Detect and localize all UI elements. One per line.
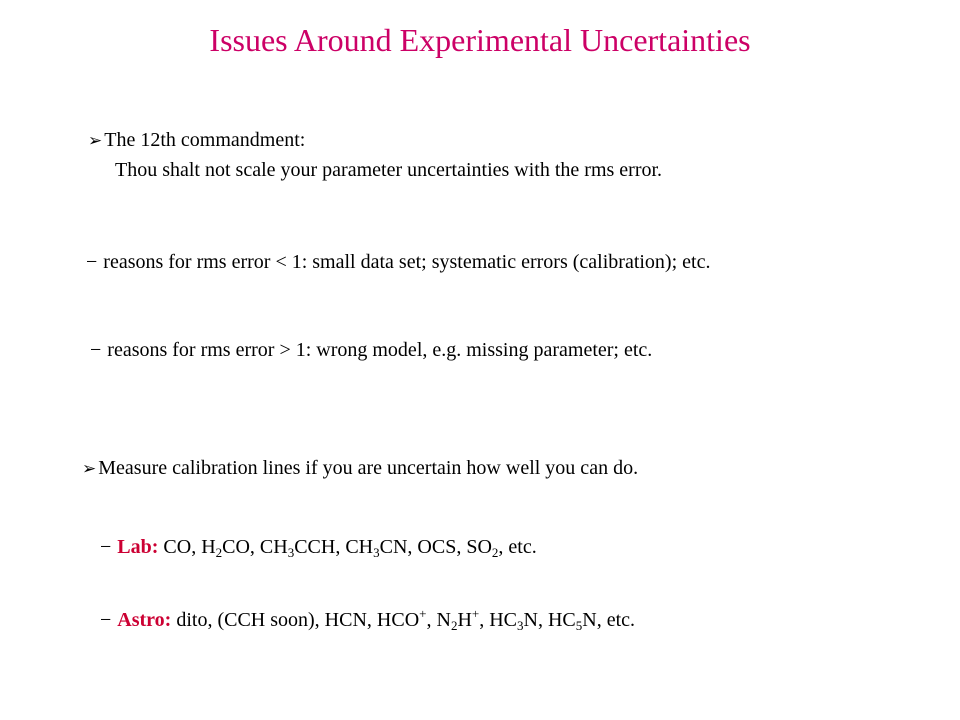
sub-bullet-rms-low: [86, 250, 710, 274]
dash-bullet-icon: −: [100, 609, 112, 631]
lab-label: Lab:: [117, 536, 159, 558]
arrow-bullet-icon: ➢: [82, 459, 97, 478]
slide-title: Issues Around Experimental Uncertainties: [209, 22, 751, 58]
calibration-text: Measure calibration lines if you are uncertain how well you can do.: [98, 457, 639, 479]
dash-bullet-icon: −: [86, 251, 98, 273]
astro-molecules: dito, (CCH soon), HCN, HCO+, $N_2H^+$, $HC_3N$, $HC_5N$, etc.: [176, 606, 636, 633]
sub-bullet-lab: [100, 535, 537, 559]
rms-low-text: reasons for rms error < 1: small data set; systematic errors (calibration); etc.: [103, 251, 711, 273]
astro-label: Astro:: [117, 609, 172, 631]
dash-bullet-icon: −: [90, 339, 102, 361]
sub-bullet-astro: [100, 608, 635, 632]
arrow-bullet-icon: ➢: [88, 131, 103, 150]
bullet-commandment: [88, 128, 305, 153]
commandment-text: Thou shalt not scale your parameter uncertainties with the rms error.: [115, 159, 663, 181]
bullet-calibration: [82, 456, 638, 481]
lab-molecules: CO, $H_2CO$, $CH_3CCH$, $CH_3CN$, OCS, $SO_2$, etc.: [163, 536, 537, 560]
rms-high-text: reasons for rms error > 1: wrong model, e.g. missing parameter; etc.: [107, 339, 653, 361]
commandment-heading: The 12th commandment:: [104, 129, 306, 151]
sub-bullet-rms-high: [90, 338, 652, 362]
dash-bullet-icon: −: [100, 536, 112, 558]
